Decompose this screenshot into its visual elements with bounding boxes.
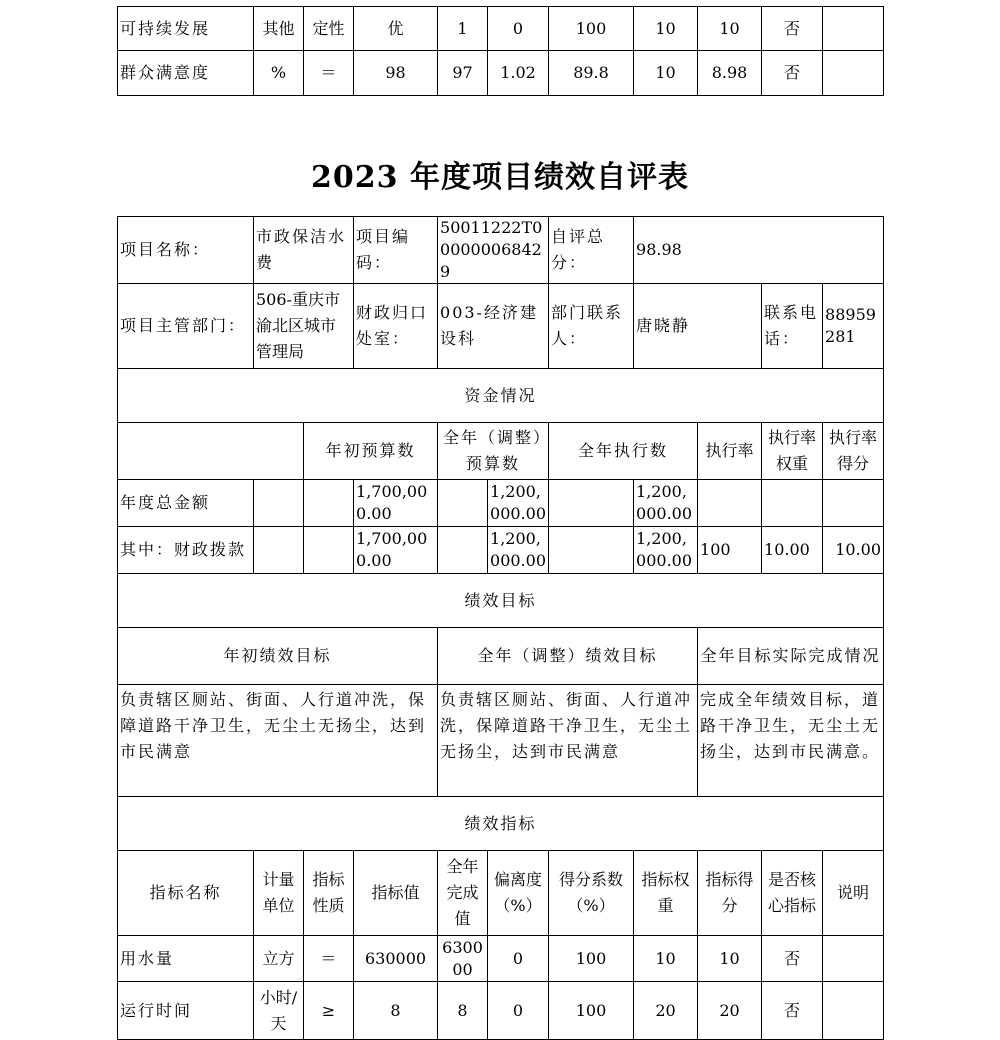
table-row [118, 480, 884, 527]
weight-cell: 20 [634, 982, 698, 1040]
goals-initial-text: 负责辖区厕站、街面、人行道冲洗，保障道路干净卫生，无尘土无扬尘，达到市民满意 [118, 685, 438, 797]
table-row [118, 851, 884, 936]
core-flag-cell: 否 [762, 936, 823, 982]
funds-initial-value: 1,700,000.00 [354, 480, 438, 527]
weight-cell: 10 [634, 51, 698, 96]
previous-indicator-table [117, 6, 884, 96]
score-cell: 10 [698, 936, 762, 982]
project-name-value: 市政保洁水费 [254, 217, 354, 284]
deviation-cell: 0 [488, 7, 549, 51]
unit-cell: 小时/天 [254, 982, 304, 1040]
ind-header-nature: 指标性质 [304, 851, 354, 936]
coefficient-cell: 100 [549, 7, 634, 51]
funds-header-score: 执行率得分 [823, 423, 884, 480]
actual-value-cell: 8 [438, 982, 488, 1040]
phone-label: 联系电话： [762, 284, 823, 369]
contact-value: 唐晓静 [634, 284, 762, 369]
remark-cell [823, 982, 884, 1040]
coefficient-cell: 89.8 [549, 51, 634, 96]
table-row [118, 628, 884, 685]
table-row [118, 527, 884, 574]
target-value-cell: 630000 [354, 936, 438, 982]
indicator-name: 运行时间 [118, 982, 254, 1040]
funds-executed-value: 1,200,000.00 [634, 480, 698, 527]
ind-header-score: 指标得分 [698, 851, 762, 936]
funds-header-rate: 执行率 [698, 423, 762, 480]
funds-rate-value [698, 480, 762, 527]
ind-header-deviation: 偏离度（%） [488, 851, 549, 936]
deviation-cell: 0 [488, 982, 549, 1040]
finance-label: 财政归口处室： [354, 284, 438, 369]
funds-header-weight: 执行率权重 [762, 423, 823, 480]
goals-header-actual: 全年目标实际完成情况 [698, 628, 884, 685]
funds-blank-cell [549, 527, 634, 574]
score-label: 自评总分： [549, 217, 634, 284]
page-title: 2023 年度项目绩效自评表 [311, 160, 689, 195]
nature-cell: ＝ [304, 936, 354, 982]
funds-blank-cell [254, 480, 304, 527]
table-row [118, 7, 884, 51]
project-code-label: 项目编码： [354, 217, 438, 284]
actual-value-cell: 1 [438, 7, 488, 51]
funds-header-initial: 年初预算数 [304, 423, 438, 480]
dept-label: 项目主管部门： [118, 284, 254, 369]
score-cell: 10 [698, 7, 762, 51]
funds-header-blank [118, 423, 304, 480]
phone-value: 88959281 [823, 284, 884, 369]
core-flag-cell: 否 [762, 982, 823, 1040]
funds-weight-value: 10.00 [762, 527, 823, 574]
ind-header-actual: 全年完成值 [438, 851, 488, 936]
table-row [118, 685, 884, 797]
goals-header-adjusted: 全年（调整）绩效目标 [438, 628, 698, 685]
goals-section-title: 绩效目标 [118, 574, 884, 628]
unit-cell: 其他 [254, 7, 304, 51]
funds-weight-value [762, 480, 823, 527]
actual-value-cell: 630000 [438, 936, 488, 982]
remark-cell [823, 51, 884, 96]
ind-header-coefficient: 得分系数（%） [549, 851, 634, 936]
target-value-cell: 优 [354, 7, 438, 51]
deviation-cell: 0 [488, 936, 549, 982]
target-value-cell: 8 [354, 982, 438, 1040]
project-name-label: 项目名称： [118, 217, 254, 284]
funds-blank-cell [254, 527, 304, 574]
weight-cell: 10 [634, 936, 698, 982]
ind-header-name: 指标名称 [118, 851, 254, 936]
funds-adjusted-value: 1,200,000.00 [488, 480, 549, 527]
finance-value: 003-经济建设科 [438, 284, 549, 369]
weight-cell: 10 [634, 7, 698, 51]
coefficient-cell: 100 [549, 936, 634, 982]
funds-row-label: 年度总金额 [118, 480, 254, 527]
actual-value-cell: 97 [438, 51, 488, 96]
remark-cell [823, 936, 884, 982]
table-row [118, 51, 884, 96]
funds-blank-cell [438, 527, 488, 574]
unit-cell: 立方 [254, 936, 304, 982]
indicator-name: 可持续发展 [118, 7, 254, 51]
funds-adjusted-value: 1,200,000.00 [488, 527, 549, 574]
table-row [118, 982, 884, 1040]
remark-cell [823, 7, 884, 51]
deviation-cell: 1.02 [488, 51, 549, 96]
nature-cell: 定性 [304, 7, 354, 51]
indicator-name: 群众满意度 [118, 51, 254, 96]
funds-score-value [823, 480, 884, 527]
score-value: 98.98 [634, 217, 884, 284]
score-cell: 20 [698, 982, 762, 1040]
funds-blank-cell [304, 527, 354, 574]
ind-header-unit: 计量单位 [254, 851, 304, 936]
funds-score-value: 10.00 [823, 527, 884, 574]
table-row [118, 369, 884, 423]
dept-value: 506-重庆市渝北区城市管理局 [254, 284, 354, 369]
funds-header-executed: 全年执行数 [549, 423, 698, 480]
table-row [118, 217, 884, 284]
goals-actual-text: 完成全年绩效目标，道路干净卫生，无尘土无扬尘，达到市民满意。 [698, 685, 884, 797]
ind-header-core: 是否核心指标 [762, 851, 823, 936]
self-evaluation-table [117, 216, 884, 1040]
coefficient-cell: 100 [549, 982, 634, 1040]
funds-section-title: 资金情况 [118, 369, 884, 423]
funds-blank-cell [438, 480, 488, 527]
nature-cell: ≥ [304, 982, 354, 1040]
nature-cell: ＝ [304, 51, 354, 96]
ind-header-weight: 指标权重 [634, 851, 698, 936]
target-value-cell: 98 [354, 51, 438, 96]
funds-row-label: 其中：财政拨款 [118, 527, 254, 574]
unit-cell: % [254, 51, 304, 96]
table-row [118, 797, 884, 851]
project-code-value: 50011222T000000068429 [438, 217, 549, 284]
funds-header-adjusted: 全年（调整）预算数 [438, 423, 549, 480]
contact-label: 部门联系人： [549, 284, 634, 369]
table-row [118, 423, 884, 480]
table-row [118, 936, 884, 982]
table-row [118, 574, 884, 628]
funds-blank-cell [304, 480, 354, 527]
goals-adjusted-text: 负责辖区厕站、街面、人行道冲洗，保障道路干净卫生，无尘土无扬尘，达到市民满意 [438, 685, 698, 797]
funds-rate-value: 100 [698, 527, 762, 574]
ind-header-remark: 说明 [823, 851, 884, 936]
score-cell: 8.98 [698, 51, 762, 96]
indicators-section-title: 绩效指标 [118, 797, 884, 851]
core-flag-cell: 否 [762, 7, 823, 51]
funds-blank-cell [549, 480, 634, 527]
ind-header-target: 指标值 [354, 851, 438, 936]
core-flag-cell: 否 [762, 51, 823, 96]
funds-executed-value: 1,200,000.00 [634, 527, 698, 574]
goals-header-initial: 年初绩效目标 [118, 628, 438, 685]
indicator-name: 用水量 [118, 936, 254, 982]
funds-initial-value: 1,700,000.00 [354, 527, 438, 574]
table-row [118, 284, 884, 369]
